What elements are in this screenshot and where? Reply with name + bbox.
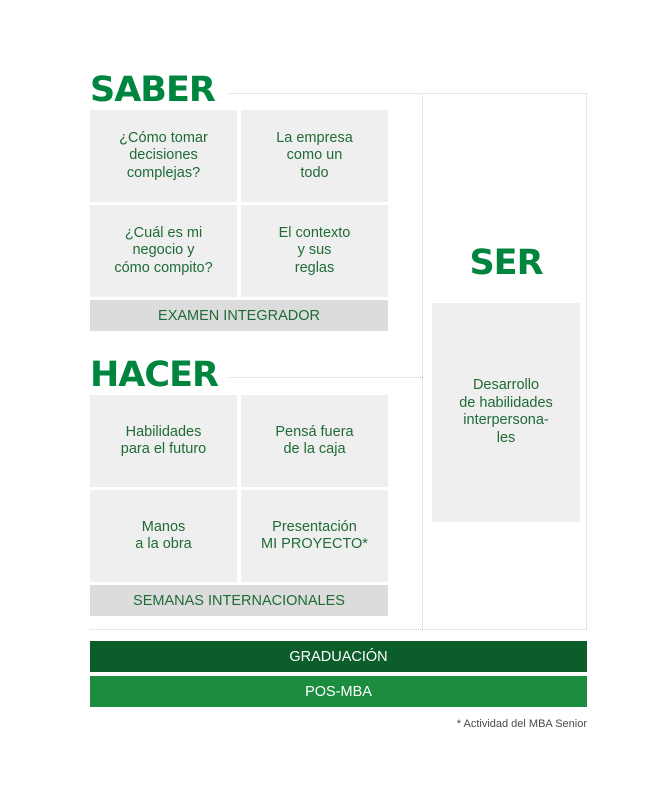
examen-integrador-bar: EXAMEN INTEGRADOR	[90, 300, 388, 331]
graduacion-band: GRADUACIÓN	[90, 641, 587, 672]
ser-box: Desarrollo de habilidades interpersona- les	[432, 303, 580, 522]
saber-heading: SABER	[90, 70, 215, 110]
posmba-band: POS-MBA	[90, 676, 587, 707]
saber-cell-contexto: El contexto y sus reglas	[241, 205, 388, 297]
saber-cell-negocio: ¿Cuál es mi negocio y cómo compito?	[90, 205, 237, 297]
right-border	[586, 93, 587, 629]
saber-divider	[228, 93, 587, 94]
semanas-internacionales-bar: SEMANAS INTERNACIONALES	[90, 585, 388, 616]
hacer-cell-presentacion: Presentación MI PROYECTO*	[241, 490, 388, 582]
hacer-cell-pensa: Pensá fuera de la caja	[241, 395, 388, 487]
hacer-cell-habilidades: Habilidades para el futuro	[90, 395, 237, 487]
footnote: * Actividad del MBA Senior	[456, 718, 587, 730]
hacer-cell-manos: Manos a la obra	[90, 490, 237, 582]
column-divider	[422, 93, 423, 629]
bottom-border	[90, 629, 587, 630]
saber-cell-empresa: La empresa como un todo	[241, 110, 388, 202]
ser-heading: SER	[469, 243, 543, 283]
saber-cell-decisiones: ¿Cómo tomar decisiones complejas?	[90, 110, 237, 202]
hacer-divider	[228, 377, 423, 378]
hacer-heading: HACER	[90, 355, 218, 395]
